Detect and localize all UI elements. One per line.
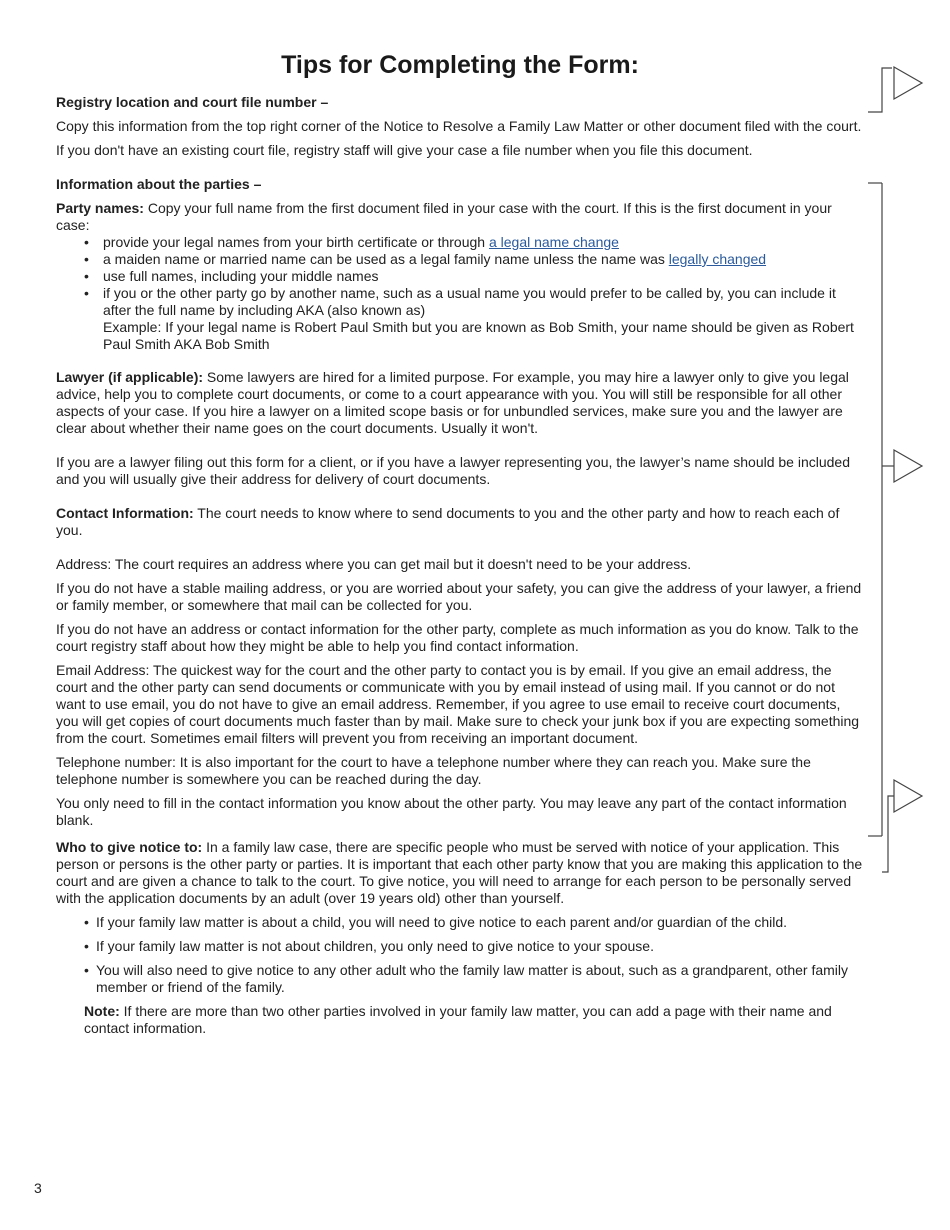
list-item xyxy=(84,251,864,268)
parties-heading: Information about the parties – xyxy=(56,176,262,192)
party-names-paragraph xyxy=(56,200,864,234)
notice-list xyxy=(56,914,864,996)
note-label: Note: xyxy=(84,1003,120,1019)
bullet-text: a maiden name or married name can be used as a legal family name unless the name was xyxy=(103,251,669,267)
lawyer-section xyxy=(56,369,864,488)
bullet-text: use full names, including your middle names xyxy=(103,268,379,284)
bullet-text: if you or the other party go by another name, such as a usual name you would prefer to be called by, you can include it after the full name by including AKA (also known as) xyxy=(103,285,836,318)
list-item xyxy=(84,285,864,353)
note-text: If there are more than two other parties involved in your family law matter, you can add a page with their name and contact information. xyxy=(84,1003,832,1036)
parties-section xyxy=(56,176,864,353)
list-item: • If your family law matter is about a child, you will need to give notice to each parent and/or guardian of the child. xyxy=(84,914,864,931)
notice-text: In a family law case, there are specific people who must be served with notice of your application. This person or persons is the other party or parties. It is important that each other party know that you are making this application to the court and are given a chance to talk to the court. To give notice, you will need to arrange for each person to be personally served with the application documents by an adult (over 19 years old) other than yourself. xyxy=(56,839,863,906)
registry-file-number-paragraph: If you don't have an existing court file, registry staff will give your case a file number when you file this document. xyxy=(56,142,753,158)
page-number: 3 xyxy=(34,1180,42,1196)
lawyer-label: Lawyer (if applicable): xyxy=(56,369,204,385)
top-arrow-marker xyxy=(862,64,928,116)
stable-address-paragraph: If you do not have a stable mailing address, or you are worried about your safety, you can give the address of your lawyer, a friend or family member, or somewhere that mail can be collected for you. xyxy=(56,580,862,613)
list-item: • You will also need to give notice to any other adult who the family law matter is about, such as a grandparent, other family member or friend of the family. xyxy=(84,962,864,996)
address-paragraph: Address: The court requires an address where you can get mail but it doesn't need to be your address. xyxy=(56,556,692,572)
fill-contact-paragraph: You only need to fill in the contact information you know about the other party. You may leave any part of the contact information blank. xyxy=(56,795,847,828)
lawyer-representation-paragraph: If you are a lawyer filing out this form for a client, or if you have a lawyer representing you, the lawyer’s name should be included and you will usually give their address for delivery of court documents. xyxy=(56,454,851,487)
contact-text: The court needs to know where to send documents to you and the other party and how to reach each of you. xyxy=(56,505,840,538)
contact-paragraph xyxy=(56,505,864,539)
aka-example: Example: If your legal name is Robert Paul Smith but you are known as Bob Smith, your name should be given as Robert Paul Smith AKA Bob Smith xyxy=(103,319,854,352)
party-names-list xyxy=(56,234,864,353)
lawyer-paragraph xyxy=(56,369,864,437)
page-title: Tips for Completing the Form: xyxy=(281,51,639,79)
party-names-label: Party names: xyxy=(56,200,144,216)
note-paragraph xyxy=(84,1003,864,1037)
registry-section xyxy=(56,94,864,159)
instructions-content xyxy=(56,50,864,1044)
no-address-paragraph: If you do not have an address or contact information for the other party, complete as much information as you do know. Talk to the court registry staff about how they might be able to help you find contact information. xyxy=(56,621,859,654)
contact-section xyxy=(56,505,864,829)
list-item xyxy=(84,268,864,285)
party-names-text: Copy your full name from the first document filed in your case with the court. If this is the first document in your case: xyxy=(56,200,832,233)
notice-label: Who to give notice to: xyxy=(56,839,203,855)
lawyer-text: Some lawyers are hired for a limited purpose. For example, you may hire a lawyer only to give you legal advice, help you to complete court documents, or come to a court appearance with you. You will still be responsible for all other aspects of your case. If you hire a lawyer on a limited scope basis or for unbundled services, make sure you and the lawyer are clear about whether their name goes on the court documents. Usually it won't. xyxy=(56,369,849,436)
email-paragraph: Email Address: The quickest way for the court and the other party to contact you is by email. If you give an email address, the court and the other party can send documents or communicate with you by email instead of using mail. If you cannot or do not want to use email, you do not have to give an email address. Remember, if you agree to use email to receive court documents, you will get copies of court documents much faster than by mail. Make sure to check your junk box if you are expecting something from the court. Sometimes email filters will prevent you from receiving an important document. xyxy=(56,662,860,746)
notice-section xyxy=(56,839,864,1037)
telephone-paragraph: Telephone number: It is also important for the court to have a telephone number where they can reach you. Make sure the telephone number is somewhere you can be reached during the day. xyxy=(56,754,811,787)
list-item xyxy=(84,234,864,251)
bullet-text: provide your legal names from your birth certificate or through xyxy=(103,234,489,250)
legal-name-change-link[interactable]: a legal name change xyxy=(488,234,619,250)
contact-label: Contact Information: xyxy=(56,505,194,521)
notice-paragraph xyxy=(56,839,864,907)
legally-changed-link[interactable]: legally changed xyxy=(668,251,767,267)
list-item: • If your family law matter is not about children, you only need to give notice to your spouse. xyxy=(84,938,864,955)
side-bracket xyxy=(862,180,928,880)
registry-copy-paragraph: Copy this information from the top right corner of the Notice to Resolve a Family Law Matter or other document filed with the court. xyxy=(56,118,862,134)
registry-heading: Registry location and court file number – xyxy=(56,94,329,110)
